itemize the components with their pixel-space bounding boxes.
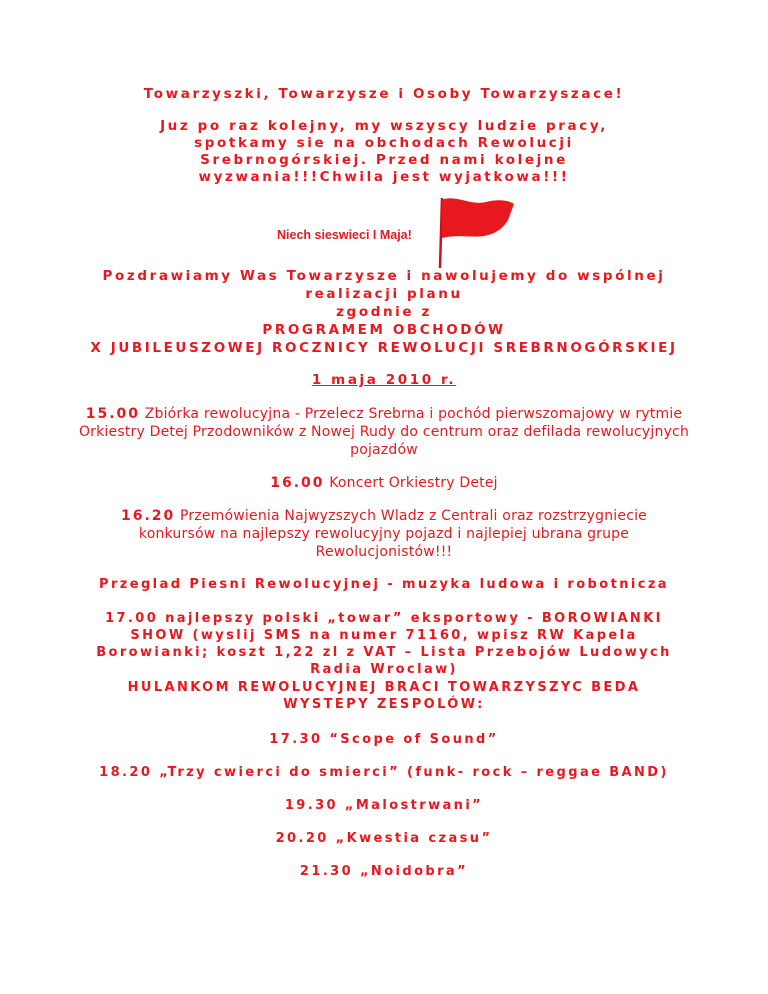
invite-line-5: X JUBILEUSZOWEJ ROCZNICY REWOLUCJI SREBRNOGÓRSKIEJ [90, 340, 678, 356]
show-line: 17.00 najlepszy polski „towar” eksportowy - BOROWIANKI SHOW (wyslij SMS na numer 71160, wpisz RW Kapela Borowianki; koszt 1,22 zl z VAT – Lista Przebojów Ludowych Radia Wroclaw) [96, 611, 672, 677]
band-item: 19.30 „Malostrwani” [284, 798, 484, 813]
schedule-item [60, 405, 708, 459]
band-item: 17.30 “Scope of Sound” [269, 732, 499, 747]
band-item: 20.20 „Kwestia czasu” [275, 831, 493, 846]
schedule-text: Koncert Orkiestry Detej [329, 475, 498, 491]
schedule-time: 15.00 [85, 406, 141, 422]
greeting: Towarzyszki, Towarzysze i Osoby Towarzyszace! [143, 86, 625, 102]
flag-caption: Niech sieswieci I Maja! [277, 228, 412, 242]
invite-line-1: Pozdrawiamy Was Towarzysze i nawolujemy do wspólnej [102, 268, 666, 284]
event-date: 1 maja 2010 r. [311, 372, 457, 388]
schedule-text: Zbiórka rewolucyjna - Przelecz Srebrna i pochód pierwszomajowy w rytmie Orkiestry Detej Przodowników z Nowej Rudy do centrum oraz defilada rewolucyjnych pojazdów [78, 406, 690, 458]
invite-line-3: zgodnie z [336, 304, 432, 320]
invite-line-4: PROGRAMEM OBCHODÓW [262, 322, 506, 338]
schedule-item [85, 507, 683, 561]
band-item: 18.20 „Trzy cwierci do smierci” (funk- rock – reggae BAND) [99, 765, 669, 780]
intro-paragraph: Juz po raz kolejny, my wszyscy ludzie pracy, spotkamy sie na obchodach Rewolucji Srebrnogórskiej. Przed nami kolejne wyzwania!!!Chwila jest wyjatkowa!!! [160, 118, 608, 185]
review-title: Przeglad Piesni Rewolucyjnej - muzyka ludowa i robotnicza [99, 577, 669, 592]
schedule-time: 16.00 [270, 475, 325, 491]
red-flag-icon [436, 194, 518, 270]
invite-line-2: realizacji planu [305, 286, 463, 302]
bands-title: HULANKOM REWOLUCYJNEJ BRACI TOWARZYSZYC BEDA WYSTEPY ZESPOLÓW: [127, 680, 641, 712]
schedule-item [60, 474, 708, 492]
schedule-text: Przemówienia Najwyzszych Wladz z Centrali oraz rozstrzygniecie konkursów na najlepszy rewolucyjny pojazd i najlepiej ubrana grupe Rewolucjonistów!!! [138, 508, 647, 560]
schedule-time: 16.20 [121, 508, 176, 524]
band-item: 21.30 „Noidobra” [299, 864, 469, 879]
